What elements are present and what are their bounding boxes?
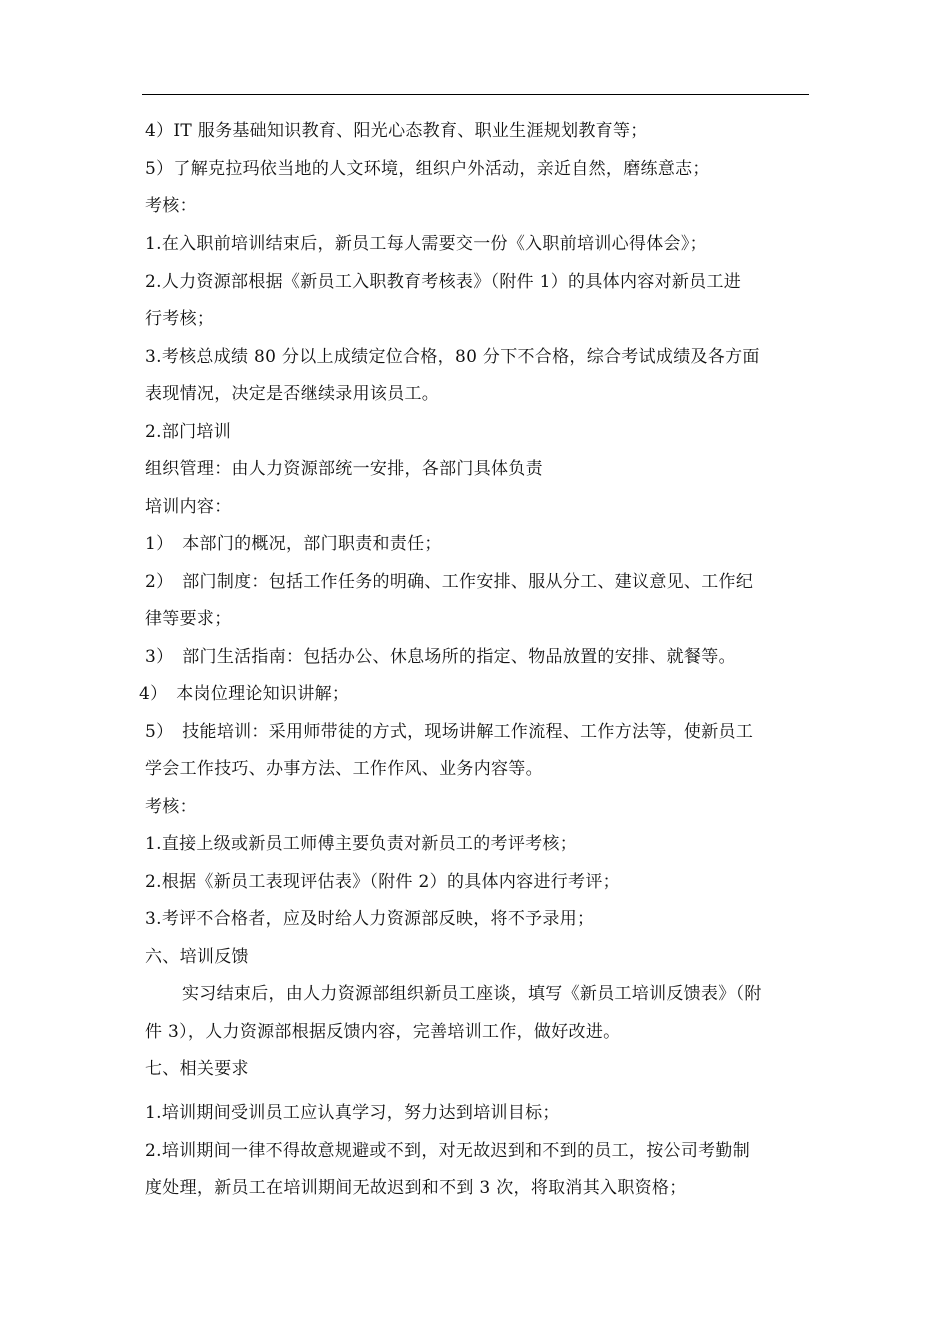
text-line: 3.考核总成绩 80 分以上成绩定位合格，80 分下不合格，综合考试成绩及各方面 bbox=[145, 347, 760, 367]
list-item: 1） 本部门的概况，部门职责和责任； bbox=[145, 534, 442, 554]
list-item: 2） 部门制度：包括工作任务的明确、工作安排、服从分工、建议意见、工作纪 bbox=[145, 572, 754, 592]
text-line: 表现情况，决定是否继续录用该员工。 bbox=[145, 384, 440, 404]
text-line: 2.根据《新员工表现评估表》（附件 2）的具体内容进行考评； bbox=[145, 872, 620, 892]
text-line: 2.人力资源部根据《新员工入职教育考核表》（附件 1）的具体内容对新员工进 bbox=[145, 272, 742, 292]
section-label: 培训内容： bbox=[145, 497, 232, 517]
header-rule bbox=[142, 94, 809, 95]
text-line: 度处理，新员工在培训期间无故迟到和不到 3 次，将取消其入职资格； bbox=[145, 1178, 687, 1198]
section-label: 考核： bbox=[145, 797, 197, 817]
list-item: 5） 技能培训：采用师带徒的方式，现场讲解工作流程、工作方法等，使新员工 bbox=[145, 722, 754, 742]
text-line: 学会工作技巧、办事方法、工作作风、业务内容等。 bbox=[145, 759, 543, 779]
list-item: 4） 本岗位理论知识讲解； bbox=[139, 684, 350, 704]
text-line: 1.在入职前培训结束后，新员工每人需要交一份《入职前培训心得体会》； bbox=[145, 234, 707, 254]
text-line: 件 3），人力资源部根据反馈内容，完善培训工作，做好改进。 bbox=[145, 1022, 621, 1042]
text-line: 5）了解克拉玛依当地的人文环境，组织户外活动，亲近自然，磨练意志； bbox=[145, 159, 710, 179]
text-line: 实习结束后，由人力资源部组织新员工座谈，填写《新员工培训反馈表》（附 bbox=[182, 984, 762, 1004]
list-item: 3） 部门生活指南：包括办公、休息场所的指定、物品放置的安排、就餐等。 bbox=[145, 647, 736, 667]
section-heading: 2.部门培训 bbox=[145, 422, 232, 442]
text-line: 1.直接上级或新员工师傅主要负责对新员工的考评考核； bbox=[145, 834, 578, 854]
section-heading: 六、培训反馈 bbox=[145, 947, 249, 967]
text-line: 组织管理：由人力资源部统一安排，各部门具体负责 bbox=[145, 459, 543, 479]
text-line: 律等要求； bbox=[145, 609, 232, 629]
text-line: 1.培训期间受训员工应认真学习，努力达到培训目标； bbox=[145, 1103, 560, 1123]
section-heading: 七、相关要求 bbox=[145, 1059, 249, 1079]
text-line: 2.培训期间一律不得故意规避或不到，对无故迟到和不到的员工，按公司考勤制 bbox=[145, 1141, 751, 1161]
text-line: 3.考评不合格者，应及时给人力资源部反映，将不予录用； bbox=[145, 909, 595, 929]
text-line: 行考核； bbox=[145, 309, 215, 329]
text-line: 4）IT 服务基础知识教育、阳光心态教育、职业生涯规划教育等； bbox=[145, 121, 648, 141]
section-label: 考核： bbox=[145, 196, 197, 216]
